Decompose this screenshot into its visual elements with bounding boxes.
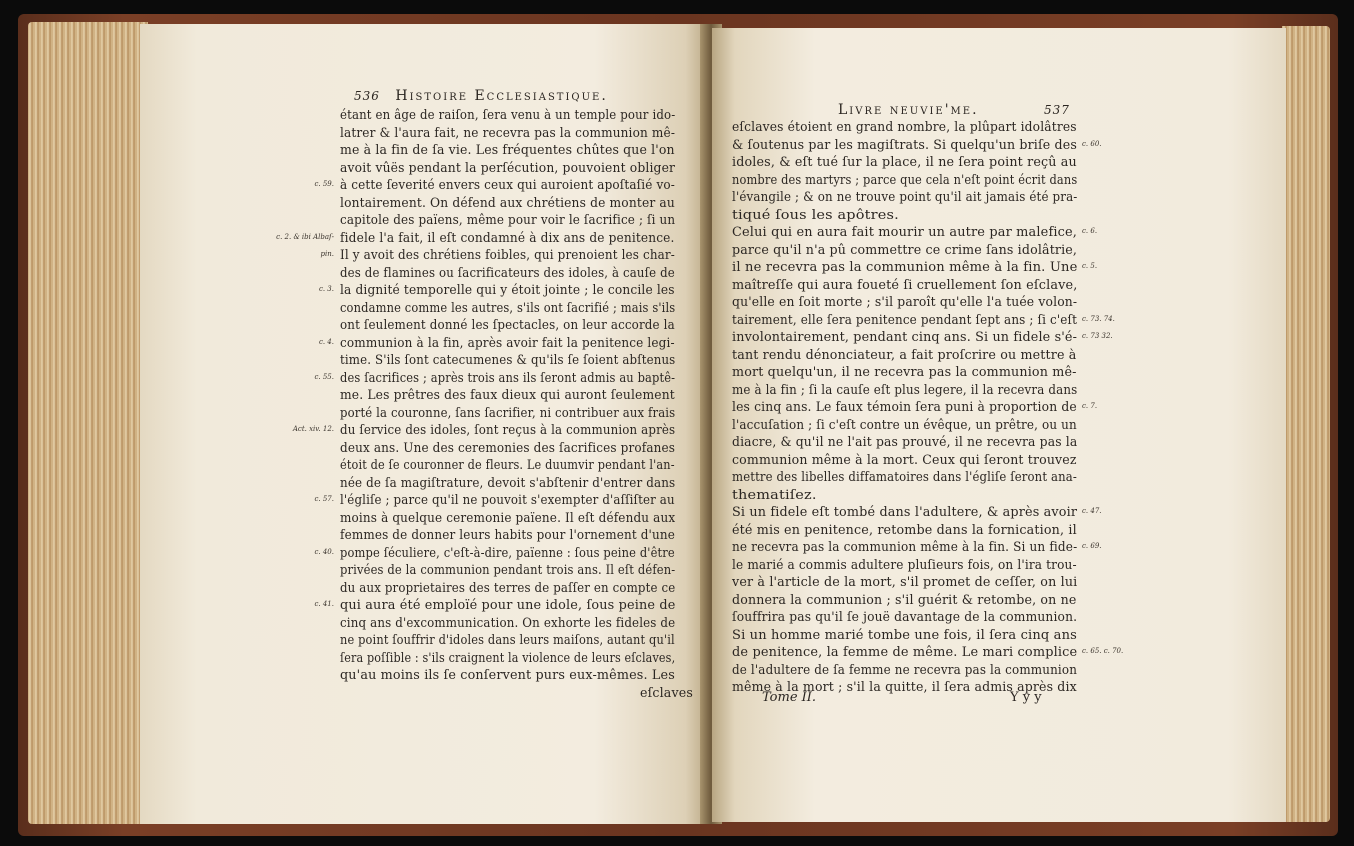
- margin-note: c. 41.: [314, 600, 334, 608]
- text-line: ſouffrira pas qu'il ſe jouë davantage de la communion.: [732, 609, 1078, 624]
- margin-note: c. 4.: [318, 337, 334, 346]
- text-line: me à la fin de ſa vie. Les fréquentes chûtes que l'on: [340, 142, 675, 157]
- text-line: thematiſez.: [732, 486, 817, 502]
- text-line: qu'au moins ils ſe conſervent purs eux-mêmes. Les: [340, 667, 675, 682]
- text-line: l'égliſe ; parce qu'il ne pouvoit s'exempter d'aſſiſter au: [340, 492, 675, 507]
- text-line: & ſoutenus par les magiſtrats. Si quelqu'un briſe des: [732, 136, 1077, 152]
- text-line: time. S'ils ſont catecumenes & qu'ils ſe ſoient abſtenus: [340, 352, 676, 367]
- text-line: étant en âge de raiſon, ſera venu à un temple pour ido-: [340, 107, 676, 122]
- margin-note: c. 59.: [314, 180, 334, 188]
- margin-note: c. 3.: [318, 285, 334, 293]
- text-line: même à la mort ; s'il la quitte, il ſera admis après dix: [732, 679, 1077, 694]
- text-line: nombre des martyrs ; parce que cela n'eſt point écrit dans: [732, 171, 1078, 187]
- text-line: eſclaves étoient en grand nombre, la plûpart idolâtres: [732, 119, 1077, 134]
- text-line: tiqué ſous les apôtres.: [732, 206, 899, 222]
- text-line: parce qu'il n'a pû commettre ce crime ſans idolâtrie,: [732, 241, 1078, 257]
- text-line: Si un fidele eſt tombé dans l'adultere, & après avoir: [732, 504, 1078, 519]
- text-line: tant rendu dénonciateur, a fait proſcrire ou mettre à: [732, 346, 1077, 362]
- left-running-head: [354, 88, 608, 104]
- margin-note: Act. xiv. 12.: [292, 425, 334, 433]
- text-line: Si un homme marié tombe une fois, il ſera cinq ans: [732, 626, 1077, 642]
- text-line: mort quelqu'un, il ne recevra pas la communion mê-: [732, 364, 1077, 379]
- text-line: les cinq ans. Le faux témoin ſera puni à proportion de: [732, 399, 1077, 414]
- margin-note: c. 57.: [314, 495, 334, 503]
- text-line: des ſacrifices ; après trois ans ils ſeront admis au baptê-: [340, 369, 676, 385]
- margin-note: c. 73. 74.: [1082, 314, 1115, 323]
- text-line: ſera poſſible : s'ils craignent la violence de leurs eſclaves,: [340, 649, 676, 665]
- text-line: condamne comme les autres, s'ils ont ſacrifié ; mais s'ils: [340, 299, 676, 315]
- margin-note: c. 7.: [1082, 402, 1098, 410]
- text-line: capitole des païens, même pour voir le ſacrifice ; ſi un: [340, 212, 676, 227]
- margin-note: c. 55.: [314, 372, 334, 381]
- text-line: idoles, & eſt tué ſur la place, il ne ſera point reçû au: [732, 154, 1077, 169]
- text-line: donnera la communion ; s'il guérit & retombe, on ne: [732, 591, 1077, 607]
- text-line: la dignité temporelle qui y étoit jointe ; le concile les: [340, 282, 675, 297]
- left-running-title: Histoire Ecclesiastique.: [395, 88, 608, 104]
- volume-footer: Tome II.: [762, 690, 817, 705]
- text-line: des de flamines ou ſacrificateurs des idoles, à cauſe de: [340, 264, 675, 280]
- margin-note: c. 2. & ibi Albaſ-: [276, 232, 334, 241]
- text-line: étoit de ſe couronner de fleurs. Le duumvir pendant l'an-: [340, 457, 675, 472]
- text-line: eſclaves: [640, 684, 693, 700]
- text-line: mettre des libelles diffamatoires dans l'égliſe ſeront ana-: [732, 469, 1077, 484]
- page-edges-left: [28, 22, 148, 824]
- margin-note: c. 69.: [1082, 542, 1102, 550]
- margin-note: c. 5.: [1082, 262, 1098, 270]
- right-page-number: 537: [1044, 103, 1070, 117]
- text-line: pompe ſéculiere, c'eſt-à-dire, païenne : ſous peine d'être: [340, 544, 675, 560]
- page-edges-right: [1282, 26, 1330, 822]
- signature-mark: Y y y: [1010, 690, 1042, 705]
- margin-note: pin.: [320, 250, 334, 258]
- text-line: moins à quelque ceremonie païene. Il eſt défendu aux: [340, 509, 676, 525]
- text-line: du aux proprietaires des terres de paſſer en compte ce: [340, 579, 676, 595]
- text-line: à cette ſeverité envers ceux qui auroient apoſtaſié vo-: [340, 177, 675, 192]
- margin-note: c. 40.: [314, 547, 334, 556]
- text-line: Il y avoit des chrétiens foibles, qui prenoient les char-: [340, 247, 675, 262]
- margin-note: c. 60.: [1082, 139, 1102, 148]
- text-line: Celui qui en aura fait mourir un autre par malefice,: [732, 224, 1078, 239]
- text-line: fidele l'a fait, il eſt condamné à dix ans de penitence.: [340, 229, 675, 245]
- right-running-title: Livre neuvie'me.: [838, 102, 979, 118]
- text-line: me à la fin ; ſi la cauſe eſt plus legere, il la recevra dans: [732, 381, 1078, 397]
- text-line: tairement, elle ſera penitence pendant ſept ans ; ſi c'eſt: [732, 311, 1078, 327]
- text-line: ver à l'article de la mort, s'il promet de ceſſer, on lui: [732, 574, 1078, 589]
- text-line: du ſervice des idoles, ſont reçus à la communion après: [340, 422, 676, 437]
- text-line: l'accuſation ; ſi c'eſt contre un évêque, un prêtre, ou un: [732, 416, 1077, 432]
- text-line: communion à la fin, après avoir fait la penitence legi-: [340, 334, 675, 350]
- text-line: diacre, & qu'il ne l'ait pas prouvé, il ne recevra pas la: [732, 434, 1078, 449]
- text-line: le marié a commis adultere pluſieurs fois, on l'ira trou-: [732, 556, 1077, 572]
- text-line: il ne recevra pas la communion même à la fin. Une: [732, 259, 1078, 274]
- text-line: ont ſeulement donné les ſpectacles, on leur accorde la: [340, 317, 675, 332]
- text-line: cinq ans d'excommunication. On exhorte les fideles de: [340, 614, 676, 630]
- text-line: de penitence, la femme de même. Le mari complice: [732, 644, 1078, 659]
- text-line: avoit vûës pendant la perſécution, pouvoient obliger: [340, 159, 676, 175]
- text-line: ne point ſouffrir d'idoles dans leurs maiſons, autant qu'il: [340, 632, 675, 647]
- text-line: me. Les prêtres des faux dieux qui auront ſeulement: [340, 387, 675, 402]
- margin-note: c. 65. c. 70.: [1082, 647, 1124, 655]
- text-line: qui aura été emploïé pour une idole, ſous peine de: [340, 597, 676, 612]
- text-line: l'évangile ; & on ne trouve point qu'il ait jamais été pra-: [732, 189, 1078, 204]
- text-line: maîtreſſe qui aura foueté ſi cruellement ſon eſclave,: [732, 276, 1078, 292]
- text-line: femmes de donner leurs habits pour l'ornement d'une: [340, 527, 675, 542]
- margin-note: c. 6.: [1082, 227, 1098, 235]
- text-line: latrer & l'aura fait, ne recevra pas la communion mê-: [340, 124, 676, 140]
- text-line: privées de la communion pendant trois ans. Il eſt défen-: [340, 562, 676, 577]
- text-line: ne recevra pas la communion même à la fin. Si un fide-: [732, 539, 1078, 554]
- left-page-number: 536: [354, 89, 380, 103]
- text-line: lontairement. On défend aux chrétiens de monter au: [340, 194, 675, 210]
- text-line: qu'elle en ſoit morte ; s'il paroît qu'elle l'a tuée volon-: [732, 294, 1078, 309]
- margin-note: c. 47.: [1082, 507, 1102, 515]
- text-line: de l'adultere de ſa femme ne recevra pas la communion: [732, 661, 1078, 677]
- text-line: communion même à la mort. Ceux qui ſeront trouvez: [732, 451, 1077, 467]
- text-line: involontairement, pendant cinq ans. Si un fidele s'é-: [732, 329, 1078, 344]
- margin-note: c. 73 32.: [1082, 332, 1113, 340]
- text-line: deux ans. Une des ceremonies des ſacrifices profanes: [340, 439, 676, 455]
- text-line: née de ſa magiſtrature, devoit s'abſtenir d'entrer dans: [340, 474, 676, 490]
- text-line: porté la couronne, ſans ſacrifier, ni contribuer aux frais: [340, 404, 676, 420]
- left-page: [140, 24, 708, 824]
- text-line: été mis en penitence, retombe dans la fornication, il: [732, 521, 1077, 537]
- right-page: [712, 28, 1286, 822]
